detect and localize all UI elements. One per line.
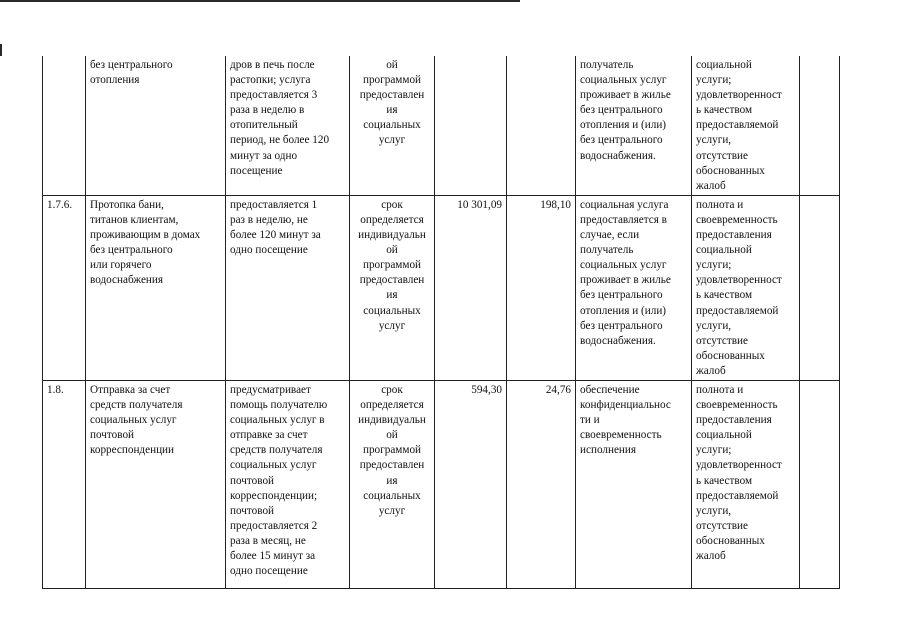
cell-norm: 198,10 <box>507 195 576 380</box>
cell-conditions: обеспечение конфиденциальнос ти и своевременность исполнения <box>576 380 692 588</box>
table-row <box>43 380 840 588</box>
table-row <box>43 195 840 380</box>
cell-term: ой программой предоставлен ия социальных услуг <box>350 56 435 195</box>
cell-num <box>43 56 86 195</box>
scan-artifact-top <box>0 0 520 2</box>
scan-artifact-left-mark <box>0 44 2 56</box>
cell-conditions: получатель социальных услуг проживает в жилье без центрального отопления и (или) без центрального водоснабжения. <box>576 56 692 195</box>
cell-term: срок определяется индивидуальн ой программой предоставлен ия социальных услуг <box>350 380 435 588</box>
cell-service-name: Протопка бани, титанов клиентам, проживающим в домах без центрального или горячего водоснабжения <box>86 195 226 380</box>
cell-description: дров в печь после растопки; услуга предоставляется 3 раза в неделю в отопительный период, не более 120 минут за одно посещение <box>226 56 350 195</box>
cell-description: предоставляется 1 раз в неделю, не более 120 минут за одно посещение <box>226 195 350 380</box>
services-table <box>42 56 840 589</box>
cell-tariff <box>435 56 507 195</box>
table-row <box>43 56 840 195</box>
cell-extra <box>800 56 840 195</box>
cell-service-name: без центрального отопления <box>86 56 226 195</box>
cell-tariff: 10 301,09 <box>435 195 507 380</box>
cell-term: срок определяется индивидуальн ой программой предоставлен ия социальных услуг <box>350 195 435 380</box>
cell-tariff: 594,30 <box>435 380 507 588</box>
cell-extra <box>800 195 840 380</box>
cell-num: 1.8. <box>43 380 86 588</box>
cell-norm <box>507 56 576 195</box>
cell-quality: социальной услуги; удовлетворенност ь качеством предоставляемой услуги, отсутствие обоснованных жалоб <box>692 56 800 195</box>
cell-extra <box>800 380 840 588</box>
cell-num: 1.7.6. <box>43 195 86 380</box>
cell-description: предусматривает помощь получателю социальных услуг в отправке за счет средств получателя социальных услуг почтовой корреспонденции; почтовой предоставляется 2 раза в месяц, не более 15 минут за одно посещение <box>226 380 350 588</box>
cell-norm: 24,76 <box>507 380 576 588</box>
cell-quality: полнота и своевременность предоставления социальной услуги; удовлетворенност ь качеством предоставляемой услуги, отсутствие обоснованных жалоб <box>692 195 800 380</box>
cell-service-name: Отправка за счет средств получателя социальных услуг почтовой корреспонденции <box>86 380 226 588</box>
cell-conditions: социальная услуга предоставляется в случае, если получатель социальных услуг проживает в жилье без центрального отопления и (или) без центрального водоснабжения. <box>576 195 692 380</box>
cell-quality: полнота и своевременность предоставления социальной услуги; удовлетворенност ь качеством предоставляемой услуги, отсутствие обоснованных жалоб <box>692 380 800 588</box>
